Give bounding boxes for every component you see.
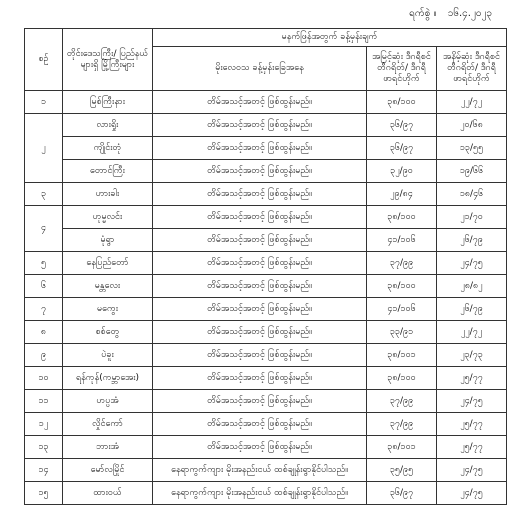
max-temperature: ၃၈/၁၀၁ — [367, 344, 437, 367]
column-header-min-temp: အနိမ့်ဆုံး ဒီဂရီစင်တီဂရိတ်/ ဒီဂရီဖာရင်ဟိုက် — [437, 47, 507, 91]
row-number: ၈ — [25, 321, 63, 344]
min-temperature: ၁၉/၆၆ — [437, 160, 507, 183]
min-temperature: ၂၅/၇၇ — [437, 413, 507, 436]
table-row — [25, 183, 507, 206]
weather-condition: တိမ်အသင့်အတင့် ဖြစ်ထွန်းမည်။ — [153, 344, 367, 367]
weather-condition: တိမ်အသင့်အတင့် ဖြစ်ထွန်းမည်။ — [153, 298, 367, 321]
row-number: ၁၁ — [25, 390, 63, 413]
city-name: တောင်ကြီး — [63, 160, 153, 183]
table-row — [25, 413, 507, 436]
row-number: ၁ — [25, 91, 63, 114]
row-number: ၅ — [25, 252, 63, 275]
city-name: ထားဝယ် — [63, 482, 153, 505]
table-row — [25, 206, 507, 229]
date-label: ရက်စွဲ ။ — [409, 8, 437, 19]
max-temperature: ၃၅/၉၅ — [367, 459, 437, 482]
max-temperature: ၃၈/၁၀၀ — [367, 275, 437, 298]
weather-condition: တိမ်အသင့်အတင့် ဖြစ်ထွန်းမည်။ — [153, 91, 367, 114]
max-temperature: ၃၆/၉၇ — [367, 482, 437, 505]
row-number: ၉ — [25, 344, 63, 367]
max-temperature: ၂၉/၈၄ — [367, 183, 437, 206]
table-row — [25, 252, 507, 275]
table-row — [25, 91, 507, 114]
min-temperature: ၂၅/၇၇ — [437, 436, 507, 459]
max-temperature: ၄၁/၁၀၆ — [367, 229, 437, 252]
table-row — [25, 114, 507, 137]
city-name: ဘားအံ — [63, 436, 153, 459]
min-temperature: ၂၆/၇၉ — [437, 298, 507, 321]
city-name: ဟုမ္မလင်း — [63, 206, 153, 229]
city-name: လားရှိုး — [63, 114, 153, 137]
table-row — [25, 344, 507, 367]
weather-condition: တိမ်အသင့်အတင့် ဖြစ်ထွန်းမည်။ — [153, 367, 367, 390]
date-value: ၁၆.၄.၂၀၂၃ — [447, 8, 492, 19]
table-row — [25, 229, 507, 252]
weather-condition: တိမ်အသင့်အတင့် ဖြစ်ထွန်းမည်။ — [153, 206, 367, 229]
min-temperature: ၂၄/၇၅ — [437, 482, 507, 505]
column-header-region: တိုင်းဒေသကြီး/ ပြည်နယ်များရှိ မြို့ကြီးများ — [63, 29, 153, 91]
min-temperature: ၂၄/၇၅ — [437, 390, 507, 413]
row-number: ၆ — [25, 275, 63, 298]
city-name: ဟပ္ပအံ — [63, 390, 153, 413]
weather-condition: တိမ်အသင့်အတင့် ဖြစ်ထွန်းမည်။ — [153, 390, 367, 413]
row-number: ၂ — [25, 114, 63, 183]
max-temperature: ၃၈/၁၀၀ — [367, 367, 437, 390]
weather-condition: နေရာကွက်ကျား မိုးအနည်းငယ် ထစ်ချုန်းရွာနိုင်ပါသည်။ — [153, 459, 367, 482]
city-name: မော်လမြိုင် — [63, 459, 153, 482]
row-number: ၁၀ — [25, 367, 63, 390]
min-temperature: ၂၈/၈၂ — [437, 275, 507, 298]
column-header-forecast-group: မနက်ဖြန်အတွက် ခန့်မှန်းချက် — [153, 29, 507, 47]
max-temperature: ၃၇/၉၉ — [367, 413, 437, 436]
weather-condition: တိမ်အသင့်အတင့် ဖြစ်ထွန်းမည်။ — [153, 160, 367, 183]
column-header-condition: မိုးလေဝသ ခန့်မှန်းခြေအနေ — [153, 47, 367, 91]
max-temperature: ၃၃/၉၁ — [367, 321, 437, 344]
table-body — [25, 91, 507, 505]
column-header-no: စဉ် — [25, 29, 63, 91]
table-row — [25, 459, 507, 482]
min-temperature: ၁၃/၅၅ — [437, 137, 507, 160]
min-temperature: ၂၀/၆၈ — [437, 114, 507, 137]
weather-condition: တိမ်အသင့်အတင့် ဖြစ်ထွန်းမည်။ — [153, 275, 367, 298]
max-temperature: ၃၆/၉၇ — [367, 114, 437, 137]
table-row — [25, 275, 507, 298]
city-name: ဟားခါး — [63, 183, 153, 206]
row-number: ၁၄ — [25, 459, 63, 482]
city-name: ကျိုင်းတုံ — [63, 137, 153, 160]
table-row — [25, 160, 507, 183]
city-name: မုံရွာ — [63, 229, 153, 252]
city-name: ရန်ကုန်(ကမ္ဘာအေး) — [63, 367, 153, 390]
min-temperature: ၂၄/၇၅ — [437, 252, 507, 275]
max-temperature: ၄၁/၁၀၆ — [367, 298, 437, 321]
table-row — [25, 436, 507, 459]
table-row — [25, 367, 507, 390]
weather-condition: တိမ်အသင့်အတင့် ဖြစ်ထွန်းမည်။ — [153, 183, 367, 206]
max-temperature: ၃၈/၁၀၀ — [367, 206, 437, 229]
min-temperature: ၂၂/၇၂ — [437, 91, 507, 114]
row-number: ၃ — [25, 183, 63, 206]
weather-condition: တိမ်အသင့်အတင့် ဖြစ်ထွန်းမည်။ — [153, 229, 367, 252]
weather-condition: နေရာကွက်ကျား မိုးအနည်းငယ် ထစ်ချုန်းရွာနိုင်ပါသည်။ — [153, 482, 367, 505]
weather-condition: တိမ်အသင့်အတင့် ဖြစ်ထွန်းမည်။ — [153, 436, 367, 459]
city-name: မန္တလေး — [63, 275, 153, 298]
table-row — [25, 482, 507, 505]
city-name: လှိုင်ကော် — [63, 413, 153, 436]
min-temperature: ၁၈/၄၆ — [437, 183, 507, 206]
max-temperature: ၃၈/၁၀၀ — [367, 91, 437, 114]
max-temperature: ၃၈/၁၀၁ — [367, 436, 437, 459]
city-name: မကွေး — [63, 298, 153, 321]
max-temperature: ၃၇/၉၉ — [367, 390, 437, 413]
table-row — [25, 298, 507, 321]
min-temperature: ၂၅/၇၇ — [437, 367, 507, 390]
weather-condition: တိမ်အသင့်အတင့် ဖြစ်ထွန်းမည်။ — [153, 114, 367, 137]
city-name: ပဲခူး — [63, 344, 153, 367]
max-temperature: ၃၆/၉၇ — [367, 137, 437, 160]
date-line — [409, 6, 492, 21]
min-temperature: ၂၄/၇၅ — [437, 459, 507, 482]
max-temperature: ၃၂/၉၀ — [367, 160, 437, 183]
row-number: ၇ — [25, 298, 63, 321]
column-header-max-temp: အမြင့်ဆုံး ဒီဂရီစင်တီဂရိတ်/ ဒီဂရီဖာရင်ဟိုက် — [367, 47, 437, 91]
row-number: ၁၂ — [25, 413, 63, 436]
weather-condition: တိမ်အသင့်အတင့် ဖြစ်ထွန်းမည်။ — [153, 252, 367, 275]
table-row — [25, 321, 507, 344]
table-row — [25, 390, 507, 413]
max-temperature: ၃၇/၉၉ — [367, 252, 437, 275]
table-row — [25, 137, 507, 160]
city-name: စစ်တွေ — [63, 321, 153, 344]
min-temperature: ၂၂/၇၂ — [437, 321, 507, 344]
weather-condition: တိမ်အသင့်အတင့် ဖြစ်ထွန်းမည်။ — [153, 321, 367, 344]
weather-condition: တိမ်အသင့်အတင့် ဖြစ်ထွန်းမည်။ — [153, 137, 367, 160]
city-name: နေပြည်တော် — [63, 252, 153, 275]
weather-condition: တိမ်အသင့်အတင့် ဖြစ်ထွန်းမည်။ — [153, 413, 367, 436]
min-temperature: ၂၆/၇၉ — [437, 229, 507, 252]
row-number: ၁၃ — [25, 436, 63, 459]
city-name: မြစ်ကြီးနား — [63, 91, 153, 114]
row-number: ၁၅ — [25, 482, 63, 505]
forecast-table — [24, 28, 507, 505]
min-temperature: ၂၃/၇၃ — [437, 344, 507, 367]
min-temperature: ၂၁/၇၀ — [437, 206, 507, 229]
row-number: ၄ — [25, 206, 63, 252]
